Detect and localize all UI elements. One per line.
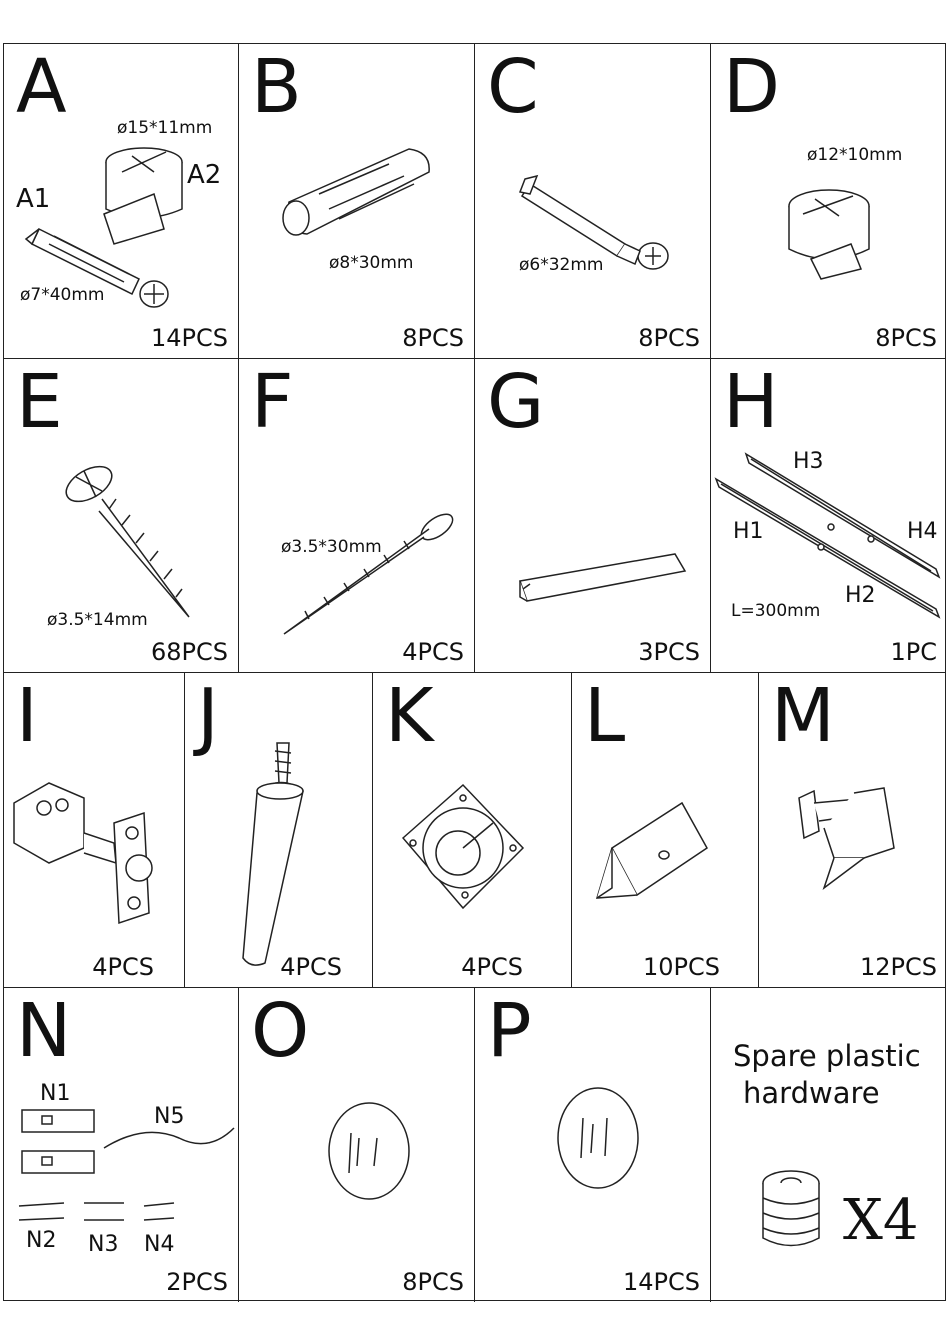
short-screw-drawing (4, 359, 239, 672)
parts-row-4 (4, 988, 945, 1302)
part-cell-b (239, 44, 475, 358)
spare-title-line1: Spare plastic (733, 1039, 921, 1073)
subpart-label: N2 (26, 1228, 57, 1253)
furniture-leg-drawing (185, 673, 373, 987)
part-letter: G (487, 359, 543, 445)
quantity-label: 8PCS (402, 1268, 464, 1296)
part-cell-e (4, 359, 239, 672)
part-letter: F (251, 359, 292, 445)
part-letter: B (251, 44, 300, 130)
part-cell-f (239, 359, 475, 672)
dimension-label: ø3.5*30mm (281, 537, 382, 557)
dimension-label: ø6*32mm (519, 255, 604, 275)
corner-bracket-drawing (572, 673, 759, 987)
wood-dowel-drawing (239, 44, 475, 358)
part-letter: M (771, 673, 833, 759)
cam-lock-drawing (711, 44, 947, 358)
plastic-insert-drawing (711, 988, 947, 1302)
part-cell-i (4, 673, 185, 987)
part-cell-o (239, 988, 475, 1302)
part-cell-m (759, 673, 947, 987)
spare-title-line2: hardware (743, 1075, 880, 1110)
part-letter: P (487, 988, 530, 1074)
quantity-label: 68PCS (150, 638, 228, 666)
cam-bolt-drawing (475, 44, 711, 358)
leg-mounting-plate-drawing (373, 673, 572, 987)
dimension-label: ø12*10mm (807, 145, 903, 165)
part-cell-h (711, 359, 947, 672)
part-cell-g (475, 359, 711, 672)
spare-count: X4 (843, 1188, 919, 1253)
part-letter: N (16, 988, 70, 1074)
wall-anchor-kit-drawing (4, 988, 239, 1302)
part-cell-a (4, 44, 239, 358)
subpart-label: N3 (88, 1232, 119, 1257)
parts-row-3 (4, 673, 945, 988)
part-cell-p (475, 988, 711, 1302)
quantity-label: 8PCS (638, 324, 700, 352)
part-cell-l (572, 673, 759, 987)
dimension-label: ø8*30mm (329, 253, 414, 273)
part-letter: L (584, 673, 624, 759)
long-screw-drawing (239, 359, 475, 672)
subpart-label: A1 (16, 184, 51, 214)
subpart-label: H4 (907, 519, 938, 544)
part-letter: C (487, 44, 537, 130)
quantity-label: 14PCS (622, 1268, 700, 1296)
quantity-label: 4PCS (461, 953, 523, 981)
round-pad-drawing (475, 988, 711, 1302)
subpart-label: A2 (187, 160, 222, 190)
quantity-label: 4PCS (402, 638, 464, 666)
quantity-label: 10PCS (642, 953, 720, 981)
part-letter: H (723, 359, 777, 445)
part-cell-k (373, 673, 572, 987)
part-letter: K (385, 673, 432, 759)
dimension-label: ø15*11mm (117, 118, 213, 138)
subpart-label: H3 (793, 449, 824, 474)
dimension-label: ø7*40mm (20, 285, 105, 305)
subpart-label: N5 (154, 1104, 185, 1129)
part-cell-c (475, 44, 711, 358)
shelf-support-drawing (759, 673, 947, 987)
subpart-label: H2 (845, 583, 876, 608)
handle-bar-drawing (475, 359, 711, 672)
cam-lock-and-bolt-drawing (4, 44, 239, 358)
parts-row-1 (4, 44, 945, 359)
quantity-label: 8PCS (875, 324, 937, 352)
quantity-label: 3PCS (638, 638, 700, 666)
part-letter: I (16, 673, 36, 759)
dimension-label: L=300mm (731, 601, 821, 621)
part-letter: O (251, 988, 308, 1074)
subpart-label: N4 (144, 1232, 175, 1257)
quantity-label: 12PCS (859, 953, 937, 981)
part-letter: J (197, 673, 217, 759)
quantity-label: 4PCS (92, 953, 154, 981)
spare-hardware-cell (711, 988, 947, 1302)
drawer-slide-rails-drawing (711, 359, 947, 672)
quantity-label: 8PCS (402, 324, 464, 352)
hinge-drawing (4, 673, 185, 987)
dimension-label: ø3.5*14mm (47, 610, 148, 630)
part-letter: E (16, 359, 61, 445)
quantity-label: 1PC (890, 638, 937, 666)
part-letter: D (723, 44, 778, 130)
round-pad-drawing (239, 988, 475, 1302)
quantity-label: 4PCS (280, 953, 342, 981)
subpart-label: H1 (733, 519, 764, 544)
part-cell-j (185, 673, 373, 987)
part-cell-n (4, 988, 239, 1302)
quantity-label: 2PCS (166, 1268, 228, 1296)
subpart-label: N1 (40, 1081, 71, 1106)
part-cell-d (711, 44, 947, 358)
hardware-parts-grid (3, 43, 946, 1301)
part-letter: A (16, 44, 65, 130)
parts-row-2 (4, 359, 945, 673)
quantity-label: 14PCS (150, 324, 228, 352)
